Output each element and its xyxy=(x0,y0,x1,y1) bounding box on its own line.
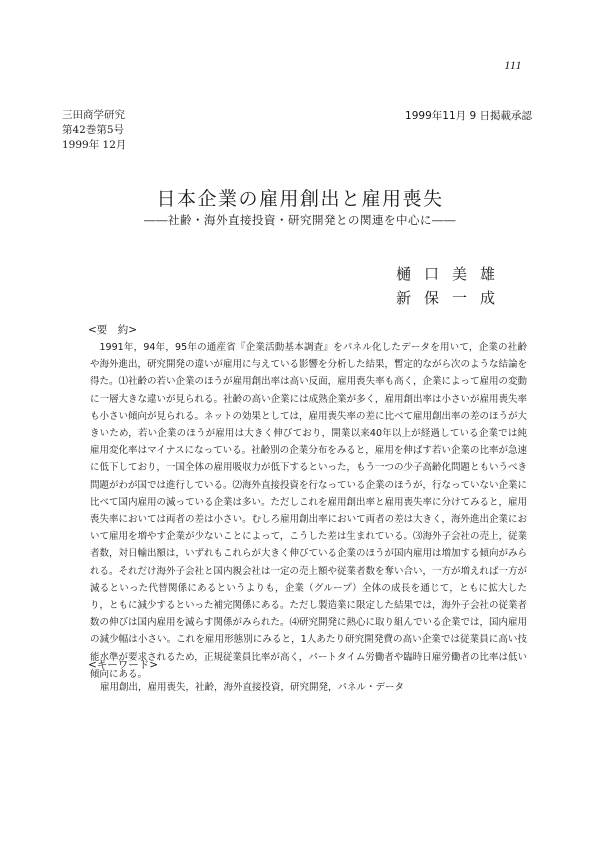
keywords-text: 雇用創出，雇用喪失，社齢，海外直接投資，研究開発，パネル・データ xyxy=(100,682,405,693)
accepted-note: 1999年11月 9 日掲載承認 xyxy=(405,110,532,122)
journal-volume: 第42巻第5号 xyxy=(62,124,125,136)
journal-info xyxy=(62,108,126,153)
abstract-text: 1991年，94年，95年の通産省『企業活動基本調査』をパネル化したデータを用いて，企業の社齢や海外進出，研究開発の違いが雇用に与えている影響を分析した結果，暫定的ながら次のような結論を得た。⑴社齢の若い企業のほうが雇用創出率は高い反面，雇用喪失率も高く，企業によって雇用の変動に一層大きな違いが見られる。社齢の高い企業には成熟企業が多く，雇用創出率は小さいが雇用喪失率も小さい傾向が見られる。ネットの効果としては，雇用喪失率の差に比べて雇用創出率の差のほうが大きいため，若い企業のほうが雇用は大きく伸びており，開業以来40年以上が経過している企業では純雇用変化率はマイナスになっている。社齢別の企業分布をみると，雇用を伸ばす若い企業の比率が急速に低下しており，一国全体の雇用吸収力が低下するといった，もう一つの少子高齢化問題ともいうべき問題がわが国では進行している。⑵海外直接投資を行なっている企業のほうが，行なっていない企業に比べて国内雇用の減っている企業は多い。ただしこれを雇用創出率と雇用喪失率に分けてみると，雇用喪失率においては両者の差は小さい。むしろ雇用創出率において両者の差は大きく，海外進出企業において雇用を増やす企業が少ないことによって，こうした差は生まれている。⑶海外子会社の売上，従業者数，対日輸出額は，いずれもこれらが大きく伸びている企業のほうが国内雇用は増加する傾向がみられる。それだけ海外子会社と国内親会社は一定の売上額や従業者数を奪い合い，一方が増えれば一方が減るといった代替関係にあるというよりも，企業（グループ）全体の成長を通じて，ともに拡大したり，ともに減少するといった補完関係にある。ただし製造業に限定した結果では，海外子会社の従業者数の伸びは国内雇用を減らす関係がみられた。⑷研究開発に熱心に取り組んでいる企業では，国内雇用の減少幅は小さい。これを雇用形態別にみると，1人あたり研究開発費の高い企業では従業員に高い技能水準が要求されるため，正規従業員比率が高く，パートタイム労働者や臨時日雇労働者の比率は低い傾向にある。 xyxy=(90,342,528,680)
keywords-heading: <キーワード> xyxy=(88,659,159,671)
paper-title: 日本企業の雇用創出と雇用喪失 xyxy=(156,188,444,210)
journal-name: 三田商学研究 xyxy=(62,109,125,121)
author-2: 新保一成 xyxy=(396,289,509,307)
journal-date: 1999年 12月 xyxy=(62,139,127,151)
page-number: 111 xyxy=(504,58,522,72)
author-1: 樋口美雄 xyxy=(396,265,509,283)
abstract-heading: <要 約> xyxy=(88,324,138,336)
paper-subtitle: ――社齢・海外直接投資・研究開発との関連を中心に―― xyxy=(144,213,456,227)
